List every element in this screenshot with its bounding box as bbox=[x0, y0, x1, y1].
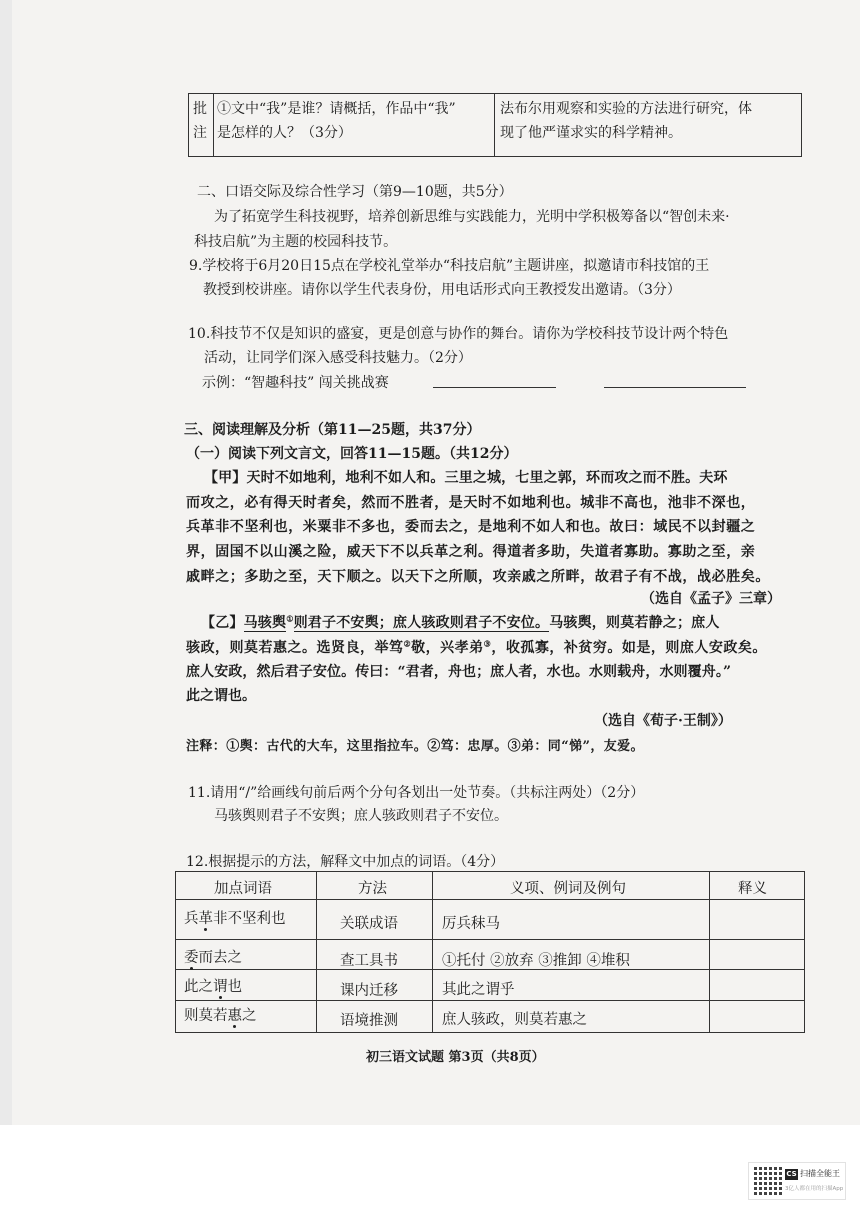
vocabulary-table bbox=[175, 871, 805, 1033]
word-part: 之 bbox=[242, 1008, 257, 1024]
table-row-2-answer-cell[interactable] bbox=[710, 940, 802, 969]
table-row-3-answer-cell[interactable] bbox=[710, 970, 802, 1000]
passage-yi-line2-b: 敬，兴孝弟 bbox=[411, 640, 484, 656]
qr-code-overlay bbox=[754, 1167, 782, 1195]
question11-sentence: 马骇舆则君子不安舆；庶人骇政则君子不安位。 bbox=[214, 808, 508, 824]
scanner-watermark-badge bbox=[748, 1162, 846, 1200]
passage-jia-line1: 【甲】天时不如地利，地利不如人和。三里之城，七里之郭，环而攻之而不胜。夫环 bbox=[204, 470, 728, 486]
scanner-app-slogan: 3亿人都在用的扫描App bbox=[785, 1186, 844, 1192]
annotation-table bbox=[188, 93, 802, 157]
question10-line2: 活动，让同学们深入感受科技魅力。（2分） bbox=[204, 350, 472, 366]
table-row-1-answer-cell[interactable] bbox=[710, 900, 802, 939]
passage-yi-line1-rest: 马骇舆，则莫若静之；庶人 bbox=[549, 615, 720, 631]
annotation-label-cell bbox=[189, 94, 214, 156]
word-part: 此之 bbox=[184, 979, 213, 995]
section3-heading: 三、阅读理解及分析（第11—25题，共37分） bbox=[184, 422, 481, 438]
footnote-marker-2: ② bbox=[403, 638, 412, 649]
passage-yi-line1 bbox=[201, 612, 720, 632]
annotation-answer-cell bbox=[494, 94, 801, 156]
header-word: 加点词语 bbox=[214, 881, 272, 897]
table-row-2-example: ①托付 ②放弃 ③推卸 ④堆积 bbox=[442, 953, 630, 969]
dotted-char: 革 bbox=[198, 911, 213, 927]
annotation-answer-line2: 现了他严谨求实的科学精神。 bbox=[500, 125, 682, 141]
question10-example: 示例：“智趣科技” 闯关挑战赛 bbox=[202, 375, 389, 391]
word-part: 则莫若 bbox=[184, 1008, 228, 1024]
passage-yi-line2-c: ，收孤寡，补贫穷。如是，则庶人安政矣。 bbox=[491, 640, 767, 656]
footnote-marker-3: ③ bbox=[483, 638, 492, 649]
word-part: 非不坚利也 bbox=[213, 911, 286, 927]
annotation-question-line2: 是怎样的人？（3分） bbox=[217, 125, 352, 141]
passage-yi-line4: 此之谓也。 bbox=[186, 688, 256, 704]
annotation-label-2: 注 bbox=[193, 125, 207, 141]
table-row-2-word bbox=[184, 946, 242, 967]
passage-jia-line5: 戚畔之；多助之至，天下顺之。以天下之所顺，攻亲戚之所畔，故君子有不战，战必胜矣。 bbox=[186, 569, 770, 585]
bottom-margin bbox=[0, 1125, 860, 1217]
passage-jia-line3: 兵革非不坚利也，米粟非不多也，委而去之，是地利不如人和也。故曰：域民不以封疆之 bbox=[186, 519, 756, 535]
camscanner-logo-icon: CS bbox=[786, 1170, 797, 1178]
table-row-4-example: 庶人骇政，则莫若惠之 bbox=[442, 1012, 587, 1028]
section2-intro-line2: 科技启航”为主题的校园科技节。 bbox=[194, 234, 398, 250]
annotation-label-1: 批 bbox=[193, 101, 207, 117]
answer-blank-1[interactable] bbox=[433, 387, 556, 388]
word-part: 也 bbox=[227, 979, 242, 995]
question10-line1: 10.科技节不仅是知识的盛宴，更是创意与协作的舞台。请你为学校科技节设计两个特色 bbox=[188, 326, 729, 342]
passage-yi-line2 bbox=[186, 637, 767, 657]
word-part: 而去之 bbox=[198, 950, 242, 966]
table-row-1-example: 厉兵秣马 bbox=[442, 916, 500, 932]
passage-yi-line2-a: 骇政，则莫若惠之。选贤良，举笃 bbox=[186, 640, 404, 656]
question9-line1: 9.学校将于6月20日15点在学校礼堂举办“科技启航”主题讲座，拟邀请市科技馆的王 bbox=[189, 258, 710, 274]
passage-yi-label: 【乙】 bbox=[201, 615, 244, 631]
table-vline bbox=[316, 872, 317, 1032]
question11: 11.请用“/”给画线句前后两个分句各划出一处节奏。（共标注两处）（2分） bbox=[188, 785, 645, 801]
section2-heading: 二、口语交际及综合性学习（第9—10题，共5分） bbox=[197, 184, 513, 200]
table-row-1-method: 关联成语 bbox=[340, 916, 398, 932]
word-part: 兵 bbox=[184, 911, 199, 927]
passage-jia-line2: 而攻之，必有得天时者矣，然而不胜者，是天时不如地利也。城非不高也，池非不深也， bbox=[186, 495, 756, 511]
section2-intro-line1: 为了拓宽学生科技视野，培养创新思维与实践能力，光明中学积极筹备以“智创未来· bbox=[214, 209, 730, 225]
page-footer: 初三语文试题 第3页（共8页） bbox=[366, 1050, 545, 1065]
scanner-app-name: 扫描全能王 bbox=[800, 1169, 840, 1178]
annotation-question-cell bbox=[213, 94, 495, 156]
question9-line2: 教授到校讲座。请你以学生代表身份，用电话形式向王教授发出邀请。（3分） bbox=[203, 282, 681, 298]
answer-blank-2[interactable] bbox=[604, 387, 746, 388]
dotted-char: 惠 bbox=[227, 1008, 242, 1024]
dotted-char: 委 bbox=[184, 950, 199, 966]
annotation-question-line1: ①文中“我”是谁？请概括，作品中“我” bbox=[217, 101, 456, 117]
annotation-answer-line1: 法布尔用观察和实验的方法进行研究，体 bbox=[500, 101, 752, 117]
page-edge-shadow bbox=[0, 0, 12, 1217]
table-row-4-answer-cell[interactable] bbox=[710, 1001, 802, 1031]
passage-jia-line4: 界，固国不以山溪之险，威天下不以兵革之利。得道者多助，失道者寡助。寡助之至，亲 bbox=[186, 544, 756, 560]
footnote-marker-1: ① bbox=[286, 613, 294, 624]
underlined-sentence-part1: 马骇舆 bbox=[243, 615, 287, 631]
table-vline bbox=[432, 872, 433, 1032]
table-row-2-method: 查工具书 bbox=[340, 953, 398, 969]
table-row-1-word bbox=[184, 907, 286, 928]
header-method: 方法 bbox=[358, 881, 387, 897]
passage-yi-line3: 庶人安政，然后君子安位。传曰：“君者，舟也；庶人者，水也。水则载舟，水则覆舟。” bbox=[186, 664, 732, 680]
passage-yi-source: （选自《荀子·王制》） bbox=[594, 713, 732, 729]
question12: 12.根据提示的方法，解释文中加点的词语。（4分） bbox=[186, 854, 505, 870]
table-row-3-example: 其此之谓乎 bbox=[442, 982, 515, 998]
passage-jia-source: （选自《孟子》三章） bbox=[641, 591, 781, 607]
table-row-3-word bbox=[184, 975, 242, 996]
header-meaning: 释义 bbox=[738, 881, 767, 897]
dotted-char: 谓 bbox=[213, 979, 228, 995]
header-example: 义项、例词及例句 bbox=[510, 881, 626, 897]
table-row-4-method: 语境推测 bbox=[340, 1013, 398, 1029]
table-row-3-method: 课内迁移 bbox=[340, 983, 398, 999]
passage-notes: 注释：①舆：古代的大车，这里指拉车。②笃：忠厚。③弟：同“悌”，友爱。 bbox=[186, 739, 644, 754]
table-row-4-word bbox=[184, 1004, 257, 1025]
underlined-sentence-part2: 则君子不安舆；庶人骇政则君子不安位。 bbox=[293, 615, 550, 631]
reading-part1-heading: （一）阅读下列文言文，回答11—15题。（共12分） bbox=[186, 446, 518, 462]
